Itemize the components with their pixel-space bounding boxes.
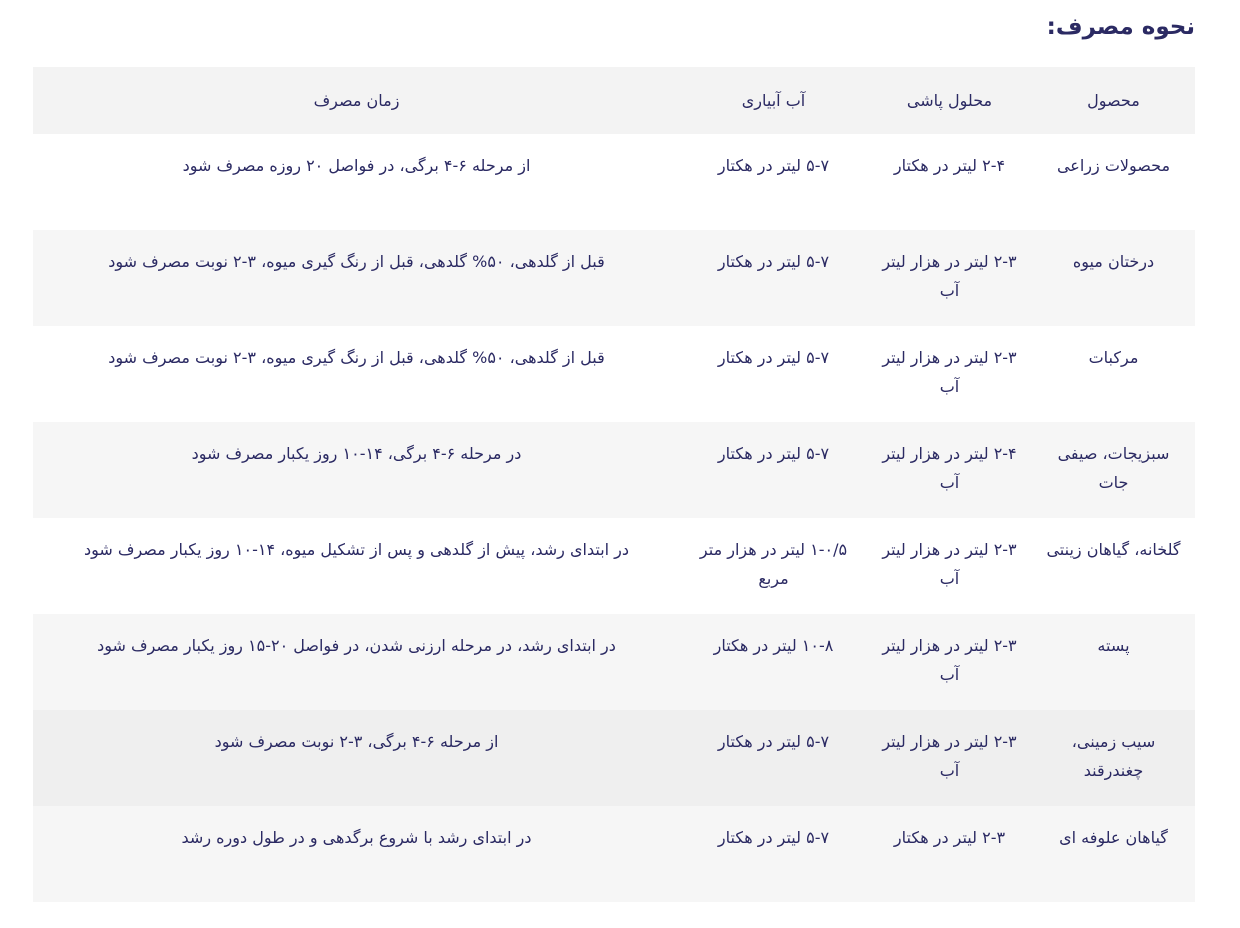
header-row	[33, 67, 1195, 134]
cell-irrigation: ۵-۷ لیتر در هکتار	[717, 156, 830, 175]
cell-time: در ابتدای رشد، پیش از گلدهی و پس از تشکیل میوه، ۱۴-۱۰ روز یکبار مصرف شود	[83, 540, 630, 559]
cell-spray: ۲-۴ لیتر در هکتار	[893, 156, 1006, 175]
cell-irrigation: ۵-۷ لیتر در هکتار	[717, 828, 830, 847]
cell-time: از مرحله ۶-۴ برگی، در فواصل ۲۰ روزه مصرف شود	[182, 156, 531, 175]
cell-product: سیب زمینی، چغندرقند	[1071, 732, 1156, 780]
table-header	[33, 67, 1195, 134]
header-spray: محلول پاشی	[906, 91, 993, 110]
cell-irrigation: ۵-۷ لیتر در هکتار	[717, 252, 830, 271]
cell-product: محصولات زراعی	[1056, 156, 1171, 175]
usage-section	[33, 0, 1195, 928]
table-row	[33, 326, 1195, 422]
cell-product: گلخانه، گیاهان زینتی	[1046, 540, 1181, 559]
cell-product: گیاهان علوفه ای	[1059, 828, 1168, 847]
cell-time: در مرحله ۶-۴ برگی، ۱۴-۱۰ روز یکبار مصرف شود	[191, 444, 522, 463]
cell-time: از مرحله ۶-۴ برگی، ۳-۲ نوبت مصرف شود	[214, 732, 499, 751]
cell-time: قبل از گلدهی، ۵۰% گلدهی، قبل از رنگ گیری میوه، ۳-۲ نوبت مصرف شود	[108, 348, 605, 367]
cell-spray: ۲-۳ لیتر در هزار لیتر آب	[882, 348, 1017, 396]
cell-time: قبل از گلدهی، ۵۰% گلدهی، قبل از رنگ گیری میوه، ۳-۲ نوبت مصرف شود	[108, 252, 605, 271]
cell-product: مرکبات	[1088, 348, 1139, 367]
cell-product: سبزیجات، صیفی جات	[1057, 444, 1170, 492]
cell-spray: ۲-۳ لیتر در هزار لیتر آب	[882, 540, 1017, 588]
cell-irrigation: ۱-۰/۵ لیتر در هزار متر مربع	[699, 540, 848, 588]
header-time: زمان مصرف	[313, 91, 400, 110]
table-row	[33, 230, 1195, 326]
cell-time: در ابتدای رشد با شروع برگدهی و در طول دوره رشد	[181, 828, 532, 847]
cell-spray: ۲-۳ لیتر در هکتار	[893, 828, 1006, 847]
cell-spray: ۲-۳ لیتر در هزار لیتر آب	[882, 732, 1017, 780]
table-row	[33, 422, 1195, 518]
table-row	[33, 710, 1195, 806]
cell-spray: ۲-۴ لیتر در هزار لیتر آب	[882, 444, 1017, 492]
cell-irrigation: ۵-۷ لیتر در هکتار	[717, 348, 830, 367]
cell-irrigation: ۵-۷ لیتر در هکتار	[717, 444, 830, 463]
cell-irrigation: ۱۰-۸ لیتر در هکتار	[713, 636, 834, 655]
table-row	[33, 134, 1195, 230]
table-row	[33, 614, 1195, 710]
cell-product: درختان میوه	[1072, 252, 1155, 271]
cell-product: پسته	[1097, 636, 1130, 655]
cell-spray: ۲-۳ لیتر در هزار لیتر آب	[882, 252, 1017, 300]
usage-table	[33, 67, 1195, 902]
section-title: نحوه مصرف:	[1046, 14, 1195, 40]
header-irrigation: آب آبیاری	[741, 91, 806, 110]
cell-spray: ۲-۳ لیتر در هزار لیتر آب	[882, 636, 1017, 684]
table-row	[33, 806, 1195, 902]
table-row	[33, 518, 1195, 614]
cell-irrigation: ۵-۷ لیتر در هکتار	[717, 732, 830, 751]
header-product: محصول	[1087, 91, 1140, 110]
table-body	[33, 134, 1195, 902]
cell-time: در ابتدای رشد، در مرحله ارزنی شدن، در فواصل ۲۰-۱۵ روز یکبار مصرف شود	[97, 636, 616, 655]
